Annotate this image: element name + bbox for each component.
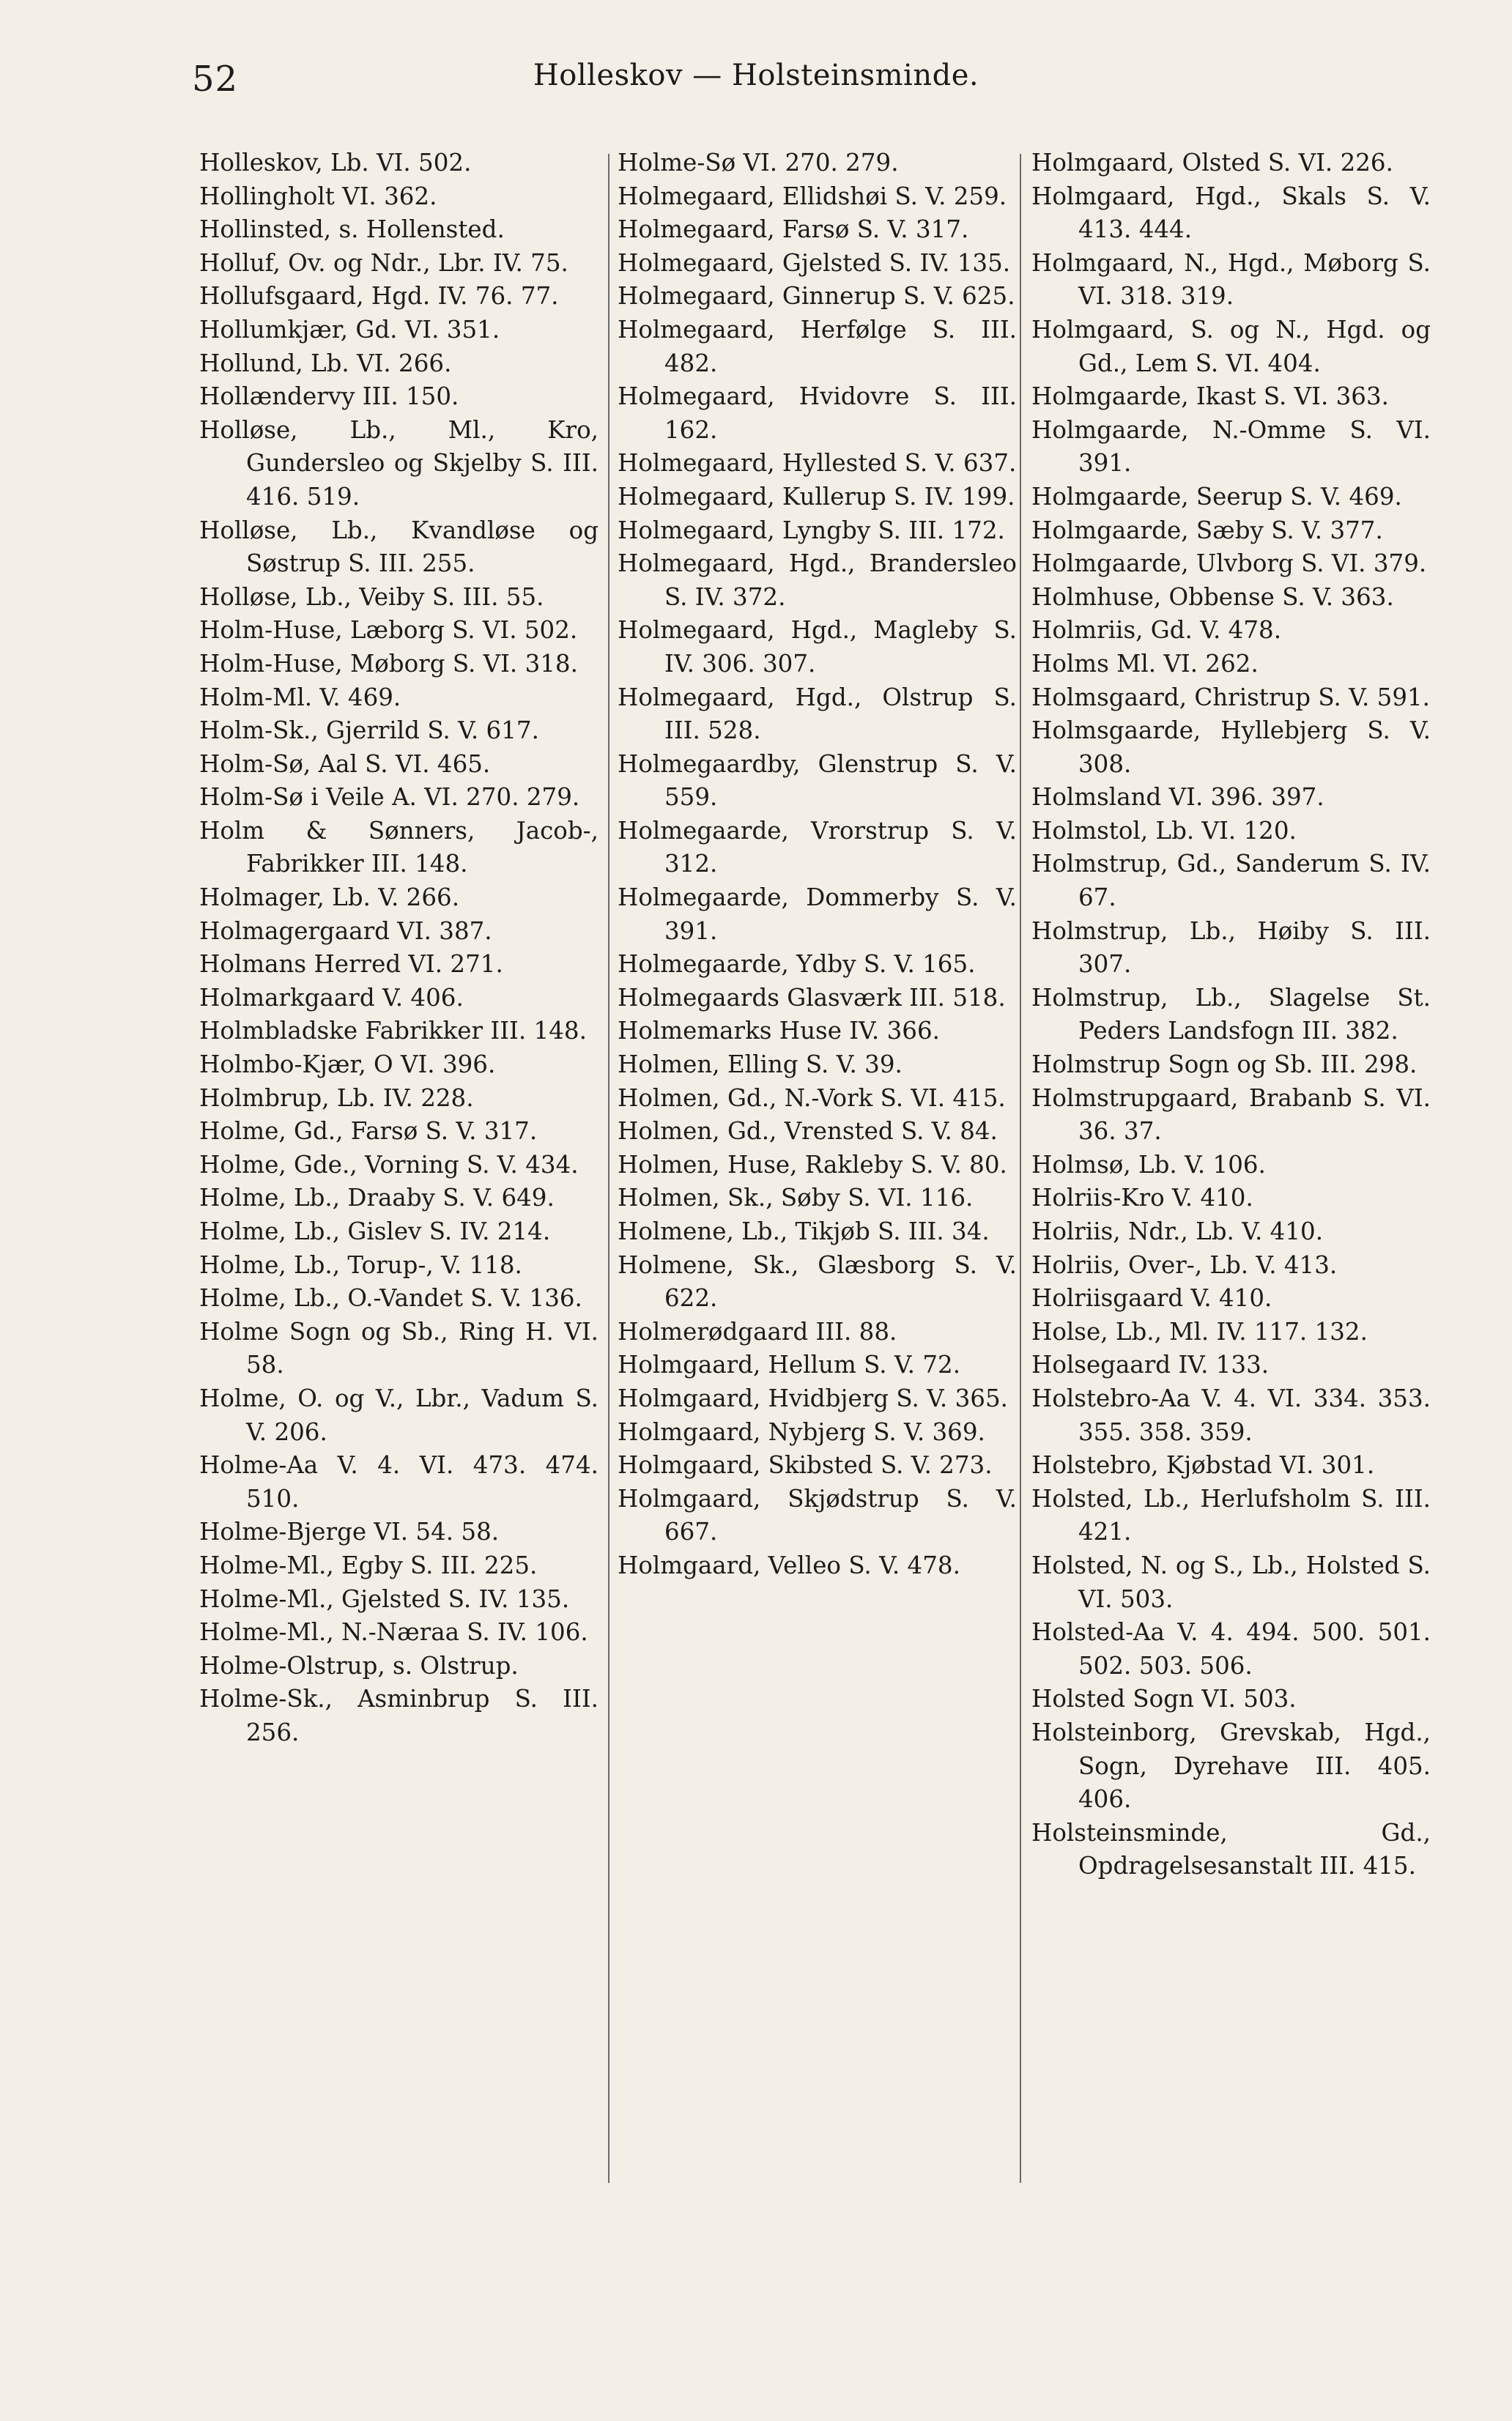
index-entry: Holm-Sø i Veile A. VI. 270. 279.: [199, 783, 580, 812]
index-entry: Holstebro, Kjøbstad VI. 301.: [1031, 1451, 1375, 1480]
index-entry: Holmemarks Huse IV. 366.: [618, 1017, 940, 1045]
index-entry: Holsted Sogn VI. 503.: [1031, 1685, 1297, 1713]
index-entry: Holmagergaard VI. 387.: [199, 916, 492, 945]
index-entry: Holm-Ml. V. 469.: [199, 683, 401, 711]
index-entry: Holmene, Lb., Tikjøb S. III. 34.: [618, 1217, 990, 1245]
index-entry: Holmsland VI. 396. 397.: [1031, 783, 1324, 812]
index-entry: Holm-Huse, Læborg S. VI. 502.: [199, 616, 578, 645]
index-entry: Holme Sogn og Sb., Ring H. VI. 58.: [199, 1317, 598, 1379]
index-entry: Holmgaard, S. og N., Hgd. og Gd., Lem S. VI. 404.: [1031, 315, 1431, 377]
index-entry: Holmgaard, Hgd., Skals S. V. 413. 444.: [1031, 182, 1431, 244]
running-head: Holleskov — Holsteinsminde.: [533, 59, 979, 92]
index-entry: Holsteinsminde, Gd., Opdragelsesanstalt III. 415.: [1031, 1818, 1431, 1880]
index-entry: Holmgaarde, Sæby S. V. 377.: [1031, 516, 1383, 544]
index-entry: Holmsgaard, Christrup S. V. 591.: [1031, 683, 1431, 711]
index-entry: Holmegaard, Gjelsted S. IV. 135.: [618, 248, 1011, 277]
index-entry: Holmegaard, Hyllested S. V. 637.: [618, 449, 1017, 478]
index-entry: Holm-Huse, Møborg S. VI. 318.: [199, 649, 578, 678]
index-entry: Holme-Ml., Egby S. III. 225.: [199, 1551, 538, 1579]
index-entry: Holmgaard, Hvidbjerg S. V. 365.: [618, 1384, 1008, 1412]
index-entry: Holme, Gd., Farsø S. V. 317.: [199, 1117, 538, 1146]
index-entry: Holme, Lb., Gislev S. IV. 214.: [199, 1217, 551, 1245]
index-entry: Holmans Herred VI. 271.: [199, 950, 503, 979]
index-entry: Holmsgaarde, Hyllebjerg S. V. 308.: [1031, 716, 1431, 778]
index-entry: Holmarkgaard V. 406.: [199, 983, 464, 1012]
index-entry: Holmegaard, Ellidshøi S. V. 259.: [618, 182, 1007, 210]
index-entry: Holsted, N. og S., Lb., Holsted S. VI. 503.: [1031, 1551, 1431, 1613]
index-entry: Holmen, Huse, Raklebу S. V. 80.: [618, 1150, 1007, 1179]
index-entry: Holmgaarde, N.-Omme S. VI. 391.: [1031, 415, 1431, 478]
index-entry: Holsteinborg, Grevskab, Hgd., Sogn, Dyrehave III. 405. 406.: [1031, 1718, 1431, 1814]
index-entry: Holmen, Sk., Søby S. VI. 116.: [618, 1184, 974, 1212]
index-entry: Holmgaarde, Ikast S. VI. 363.: [1031, 382, 1389, 411]
index-entry: Hollufsgaard, Hgd. IV. 76. 77.: [199, 282, 559, 311]
index-entry: Holmstrupgaard, Brabanb S. VI. 36. 37.: [1031, 1083, 1431, 1146]
index-entry: Holmen, Elling S. V. 39.: [618, 1050, 903, 1079]
index-entry: Holmgaard, Olsted S. VI. 226.: [1031, 149, 1393, 177]
index-entry: Holme, Lb., Torup-, V. 118.: [199, 1250, 522, 1279]
index-entry: Holme, Lb., Draaby S. V. 649.: [199, 1184, 555, 1212]
index-entry: Holme, O. og V., Lbr., Vadum S. V. 206.: [199, 1384, 598, 1446]
index-entry: Holmhuse, Obbense S. V. 363.: [1031, 582, 1394, 611]
index-entry: Holmegaarde, Ydby S. V. 165.: [618, 950, 976, 979]
index-entry: Holløse, Lb., Kvandløse og Søstrup S. III. 255.: [199, 516, 598, 578]
index-entry: Holmene, Sk., Glæsborg S. V. 622.: [618, 1250, 1017, 1313]
index-entry: Holmgaard, Hellum S. V. 72.: [618, 1351, 961, 1379]
index-entry: Holmegaard, Farsø S. V. 317.: [618, 215, 969, 244]
index-entry: Holme-Ml., N.-Næraa S. IV. 106.: [199, 1618, 588, 1647]
index-entry: Holmgaard, Skjødstrup S. V. 667.: [618, 1484, 1017, 1546]
index-entry: Holluf, Ov. og Ndr., Lbr. IV. 75.: [199, 248, 568, 277]
index-entry: Holmbo-Kjær, O VI. 396.: [199, 1050, 496, 1079]
index-entry: Holmegaards Glasværk III. 518.: [618, 983, 1006, 1012]
index-entry: Holleskov, Lb. VI. 502.: [199, 149, 472, 177]
index-entry: Holse, Lb., Ml. IV. 117. 132.: [1031, 1317, 1368, 1346]
index-entry: Holme, Lb., O.-Vandet S. V. 136.: [199, 1284, 582, 1313]
index-entry: Holms Ml. VI. 262.: [1031, 649, 1259, 678]
index-entry: Holmager, Lb. V. 266.: [199, 883, 460, 912]
page-number: 52: [192, 59, 239, 100]
index-entry: Holmegaarde, Vrorstrup S. V. 312.: [618, 816, 1017, 878]
index-entry: Holme, Gde., Vorning S. V. 434.: [199, 1150, 579, 1179]
index-entry: Hollingholt VI. 362.: [199, 182, 437, 210]
index-entry: Holmen, Gd., N.-Vork S. VI. 415.: [618, 1083, 1006, 1112]
index-entry: Holmegaard, Hgd., Magleby S. IV. 306. 307.: [618, 616, 1017, 678]
column-divider: [608, 154, 609, 2183]
index-entry: Holsegaard IV. 133.: [1031, 1351, 1270, 1379]
index-entry: Holsted-Aa V. 4. 494. 500. 501. 502. 503. 506.: [1031, 1618, 1431, 1680]
index-entry: Holmbrup, Lb. IV. 228.: [199, 1083, 474, 1112]
index-entry: Holmstrup, Lb., Slagelse St. Peders Landsfogn III. 382.: [1031, 983, 1431, 1045]
index-entry: Holmsø, Lb. V. 106.: [1031, 1150, 1266, 1179]
index-entry: Hollinsted, s. Hollensted.: [199, 215, 505, 244]
index-column-3: [1031, 147, 1431, 1883]
index-column-2: [618, 147, 1017, 1583]
index-entry: Holsted, Lb., Herlufsholm S. III. 421.: [1031, 1484, 1431, 1546]
index-entry: Holmstrup Sogn og Sb. III. 298.: [1031, 1050, 1418, 1079]
index-entry: Hollændervy III. 150.: [199, 382, 459, 411]
index-entry: Holmegaard, Herfølge S. III. 482.: [618, 315, 1017, 377]
index-entry: Holmegaard, Ginnerup S. V. 625.: [618, 282, 1015, 311]
index-entry: Holmegaardby, Glenstrup S. V. 559.: [618, 749, 1017, 812]
index-entry: Holme-Olstrup, s. Olstrup.: [199, 1651, 519, 1680]
index-entry: Holriis-Kro V. 410.: [1031, 1184, 1253, 1212]
index-entry: Holme-Sk., Asminbrup S. III. 256.: [199, 1685, 598, 1746]
index-entry: Holmgaard, Nybjerg S. V. 369.: [618, 1417, 985, 1446]
index-entry: Holriis, Ndr., Lb. V. 410.: [1031, 1217, 1324, 1245]
index-entry: Holmgaard, Velleo S. V. 478.: [618, 1551, 960, 1579]
index-entry: Holmerødgaard III. 88.: [618, 1317, 897, 1346]
index-entry: Holmgaarde, Ulvborg S. VI. 379.: [1031, 549, 1427, 578]
index-entry: Holme-Aa V. 4. VI. 473. 474. 510.: [199, 1451, 598, 1513]
index-entry: Holmbladske Fabrikker III. 148.: [199, 1017, 587, 1045]
index-entry: Holmriis, Gd. V. 478.: [1031, 616, 1282, 645]
index-entry: Holmegaarde, Dommerby S. V. 391.: [618, 883, 1017, 945]
index-entry: Holløse, Lb., Veiby S. III. 55.: [199, 582, 544, 611]
index-entry: Holm-Sk., Gjerrild S. V. 617.: [199, 716, 539, 745]
index-entry: Hollund, Lb. VI. 266.: [199, 349, 452, 377]
index-entry: Holme-Bjerge VI. 54. 58.: [199, 1518, 500, 1546]
index-entry: Holmegaard, Hgd., Brandersleo S. IV. 372.: [618, 549, 1017, 611]
index-entry: Holmegaard, Hvidovre S. III. 162.: [618, 382, 1017, 444]
index-entry: Holmgaard, N., Hgd., Møborg S. VI. 318. 319.: [1031, 248, 1431, 311]
index-entry: Holløse, Lb., Ml., Kro, Gundersleo og Skjelby S. III. 416. 519.: [199, 415, 598, 511]
index-entry: Holme-Sø VI. 270. 279.: [618, 149, 899, 177]
index-entry: Holriisgaard V. 410.: [1031, 1284, 1272, 1313]
index-entry: Holmstol, Lb. VI. 120.: [1031, 816, 1297, 845]
index-entry: Holmstrup, Lb., Høiby S. III. 307.: [1031, 916, 1431, 979]
index-entry: Holstebro-Aa V. 4. VI. 334. 353. 355. 358. 359.: [1031, 1384, 1431, 1446]
index-entry: Holmegaard, Hgd., Olstrup S. III. 528.: [618, 683, 1017, 745]
index-column-1: [199, 147, 598, 1750]
index-entry: Holriis, Over-, Lb. V. 413.: [1031, 1250, 1338, 1279]
index-entry: Holmgaarde, Seerup S. V. 469.: [1031, 482, 1402, 511]
index-entry: Holmegaard, Lyngby S. III. 172.: [618, 516, 1005, 544]
index-entry: Hollumkjær, Gd. VI. 351.: [199, 315, 500, 344]
index-entry: Holm & Sønners, Jacob-, Fabrikker III. 148.: [199, 816, 598, 878]
index-entry: Holmgaard, Skibsted S. V. 273.: [618, 1451, 993, 1480]
index-entry: Holm-Sø, Aal S. VI. 465.: [199, 749, 491, 778]
index-entry: Holmegaard, Kullerup S. IV. 199.: [618, 482, 1015, 511]
column-divider: [1020, 154, 1021, 2183]
index-entry: Holmstrup, Gd., Sanderum S. IV. 67.: [1031, 850, 1431, 912]
index-entry: Holmen, Gd., Vrensted S. V. 84.: [618, 1117, 998, 1146]
index-entry: Holme-Ml., Gjelsted S. IV. 135.: [199, 1584, 570, 1613]
